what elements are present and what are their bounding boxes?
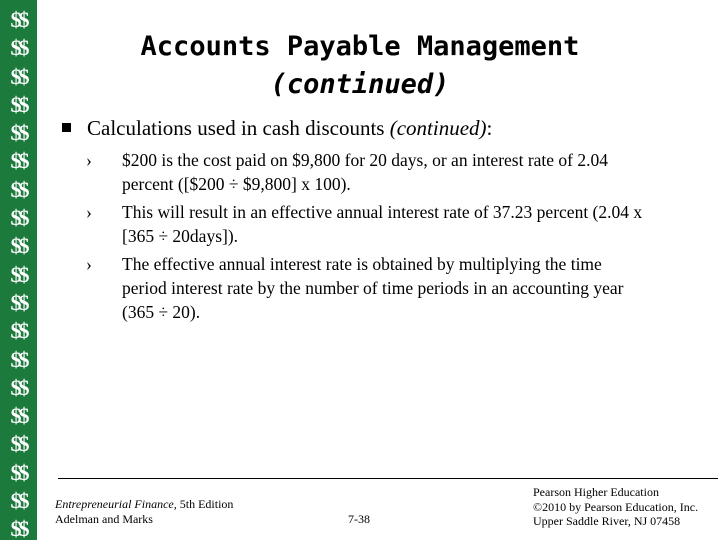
main-bullet: [62, 114, 702, 142]
sub-bullet: › The effective annual interest rate is obtained by multiplying the time period interest rate by the number of time periods in an accounting year (365 ÷ 20).: [86, 254, 624, 322]
sub-bullet: › This will result in an effective annual interest rate of 37.23 percent (2.04 x [365 ÷ 20days]).: [86, 202, 643, 246]
dollar-sign-icon: $$: [10, 205, 27, 231]
sidebar-dollar-strip: [0, 0, 37, 540]
dollar-sign-icon: $$: [10, 7, 27, 32]
slide-body: [62, 114, 702, 328]
title-line-1: Accounts Payable Management: [140, 31, 580, 62]
dollar-sign-icon: $$: [10, 176, 27, 202]
chevron-right-icon: ›: [86, 150, 92, 170]
dollar-sign-icon: $$: [10, 63, 27, 89]
sub-bullet: › $200 is the cost paid on $9,800 for 20 days, or an interest rate of 2.04 percent ([$200 ÷ $9,800] x 100).: [86, 150, 609, 194]
slide-title: [40, 28, 680, 104]
book-title: Entrepreneurial Finance,: [55, 497, 177, 511]
dollar-sign-icon: $$: [10, 374, 27, 400]
dollar-sign-icon: $$: [10, 148, 27, 174]
footer-divider: [58, 478, 718, 479]
dollar-sign-icon: $$: [10, 403, 27, 429]
dollar-sign-icon: $$: [10, 35, 27, 61]
footer-publisher: [533, 485, 698, 529]
copyright-text: ©2010 by Pearson Education, Inc.: [533, 499, 699, 514]
book-authors: Adelman and Marks: [55, 512, 153, 526]
dollar-sign-icon: $$: [10, 120, 27, 146]
dollar-sign-icon: $$: [10, 516, 27, 542]
dollar-sign-icon: $$: [10, 233, 27, 259]
dollar-sign-icon: $$: [10, 488, 27, 514]
chevron-right-icon: ›: [86, 202, 92, 222]
main-bullet-text: Calculations used in cash discounts (continued):: [87, 116, 493, 140]
publisher-name: Pearson Higher Education: [533, 485, 659, 499]
dollar-sign-icon: $$: [10, 91, 27, 117]
dollar-sign-icon: $$: [10, 346, 27, 372]
square-bullet-icon: [62, 123, 71, 132]
title-line-2: (continued): [270, 69, 450, 100]
book-edition: 5th Edition: [176, 497, 234, 511]
dollar-sign-icon: $$: [10, 459, 27, 485]
dollar-sign-icon: $$: [10, 289, 27, 315]
chevron-right-icon: ›: [86, 254, 92, 274]
dollar-sign-icon: $$: [10, 431, 27, 457]
dollar-sign-icon: $$: [10, 261, 27, 287]
dollar-sign-icon: $$: [10, 318, 27, 344]
footer-book-info: [55, 497, 233, 527]
slide-number: 7-38: [348, 512, 370, 526]
sub-bullet-list: [62, 148, 702, 324]
publisher-address: Upper Saddle River, NJ 07458: [533, 514, 681, 528]
